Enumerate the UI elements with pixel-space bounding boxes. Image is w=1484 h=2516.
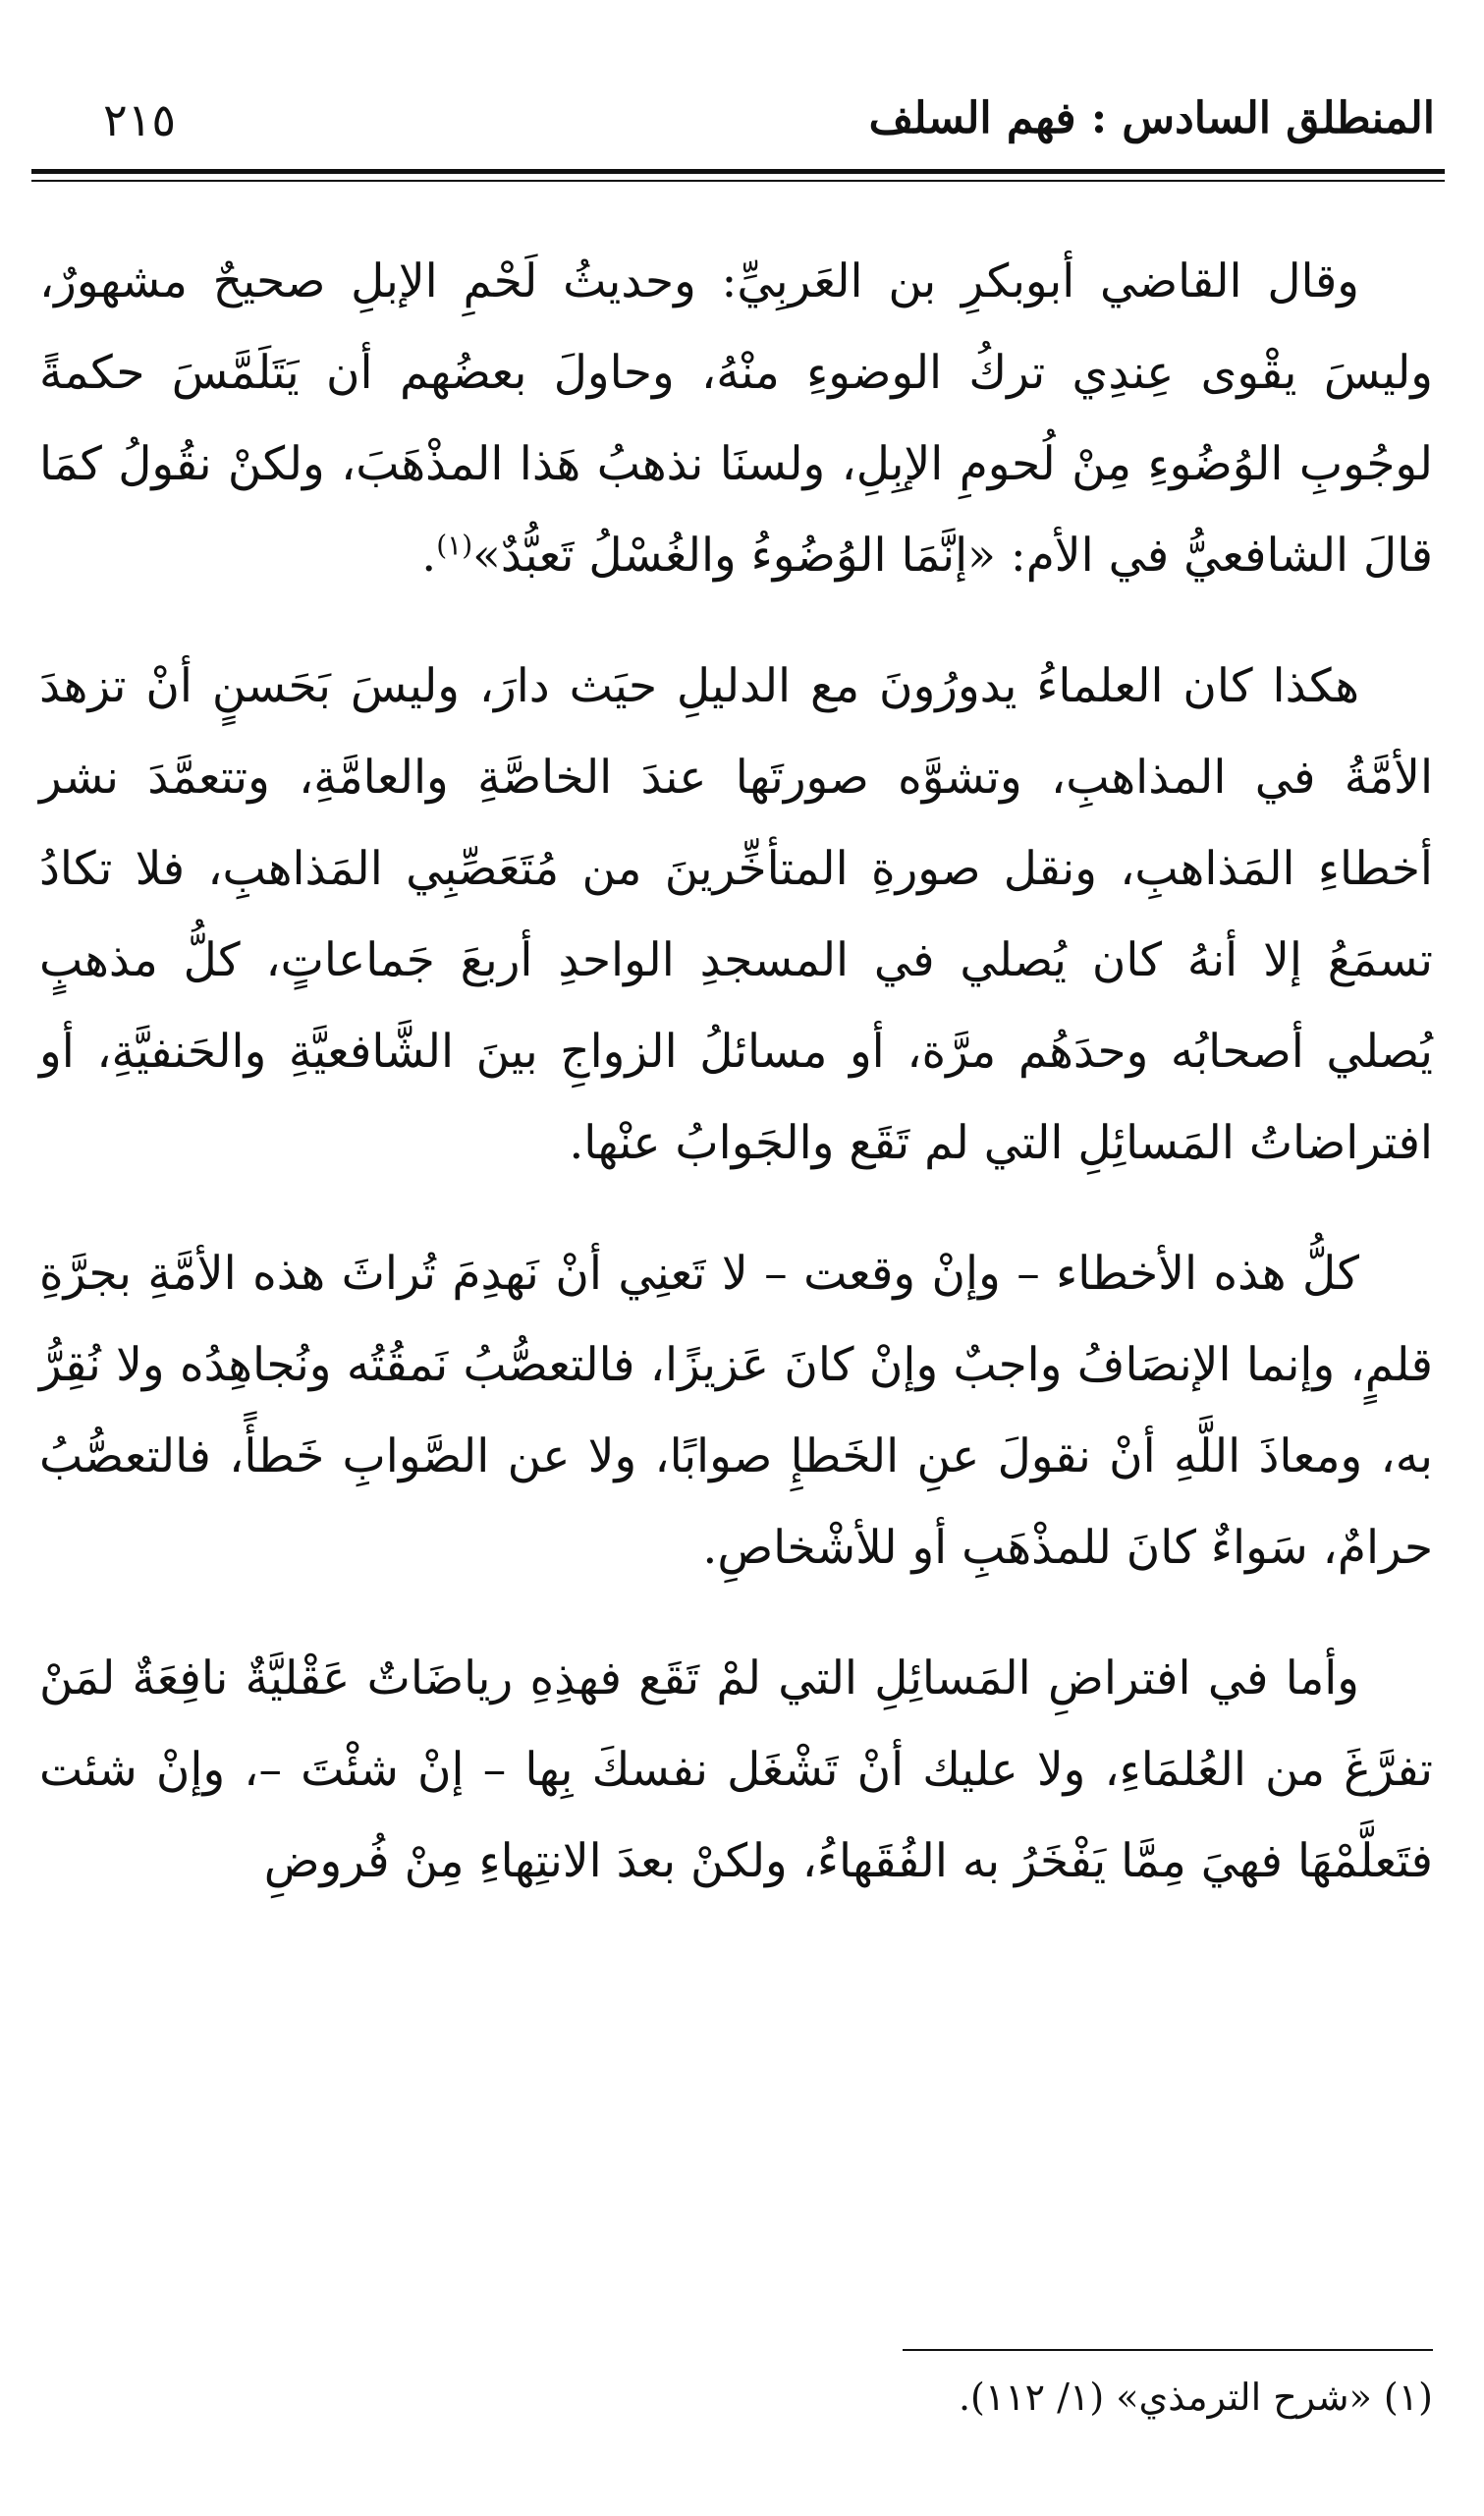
footnote-separator [903, 2349, 1433, 2351]
running-header [103, 93, 1435, 162]
paragraph-ending: . [421, 529, 437, 583]
header-rule-thin [31, 180, 1445, 182]
page-number: ٢١٥ [103, 93, 177, 146]
paragraph-1 [39, 236, 1433, 601]
paragraph-4 [39, 1633, 1433, 1907]
body-text [39, 236, 1433, 1907]
header-rule-thick [31, 169, 1445, 174]
paragraph-2 [39, 641, 1433, 1189]
paragraph-text: وأما في افتراضِ المَسائِلِ التي لمْ تَقَع فهذِهِ رياضَاتٌ عَقْليَّةٌ نافِعَةٌ لمَنْ تفرَّغَ من العُلمَاءِ، ولا عليك أنْ تَشْغَل نفسكَ بِها – إنْ شئْتَ –، وإنْ شئت فتَعلَّمْهَا فهيَ مِمَّا يَفْخَرُ به الفُقَهاءُ، ولكنْ بعدَ الانتِهاءِ مِنْ فُروضِ [39, 1651, 1433, 1888]
paragraph-text: هكذا كان العلماءُ يدورُونَ مع الدليلِ حيَث دارَ، وليسَ بَحَسنٍ أنْ تزهدَ الأمَّةُ في المذاهبِ، وتشوَّه صورتَها عندَ الخاصَّةِ والعامَّةِ، وتتعمَّدَ نشر أخطاءِ المَذاهبِ، ونقل صورةِ المتأخِّرينَ من مُتَعَصِّبِي المَذاهبِ، فلا تكادُ تسمَعُ إلا أنهُ كان يُصلي في المسجدِ الواحدِ أربعَ جَماعاتٍ، كلُّ مذهبٍ يُصلي أصحابُه وحدَهُم مرَّة، أو مسائلُ الزواجِ بينَ الشَّافعيَّةِ والحَنفيَّةِ، أو افتراضاتُ المَسائِلِ التي لم تَقَع والجَوابُ عنْها. [39, 659, 1433, 1170]
footnote-marker: (١) [436, 529, 473, 562]
paragraph-text: كلُّ هذه الأخطاء – وإنْ وقعت – لا تَعنِي أنْ نَهدِمَ تُراثَ هذه الأمَّةِ بجرَّةِ قلمٍ، وإنما الإنصَافُ واجبٌ وإنْ كانَ عَزيزًا، فالتعصُّبُ نَمقُتُه ونُجاهِدُه ولا نُقِرُّ به، ومعاذَ اللَّهِ أنْ نقولَ عنِ الخَطإِ صوابًا، ولا عن الصَّوابِ خَطأً، فالتعصُّبُ حرامٌ، سَواءٌ كانَ للمذْهَبِ أو للأشْخاصِ. [39, 1247, 1433, 1575]
footnote: (١) «شرح الترمذي» (١/ ١١٢). [958, 2376, 1433, 2419]
paragraph-text: وقال القاضي أبوبكرِ بن العَربِيِّ: وحديثُ لَحْمِ الإبلِ صحيحٌ مشهورٌ، وليسَ يقْوى عِندِي تركُ الوضوءِ منْهُ، وحاولَ بعضُهم أن يَتَلَمَّسَ حكمةً لوجُوبِ الوُضُوءِ مِنْ لُحومِ الإبِلِ، ولسنَا نذهبُ هَذا المذْهَبَ، ولكنْ نقُولُ كمَا قالَ الشافعيُّ في الأم: «إنَّمَا الوُضُوءُ والغُسْلُ تَعبُّدٌ» [39, 254, 1433, 583]
paragraph-3 [39, 1228, 1433, 1593]
chapter-title: المنطلق السادس : فهم السلف [868, 93, 1435, 143]
